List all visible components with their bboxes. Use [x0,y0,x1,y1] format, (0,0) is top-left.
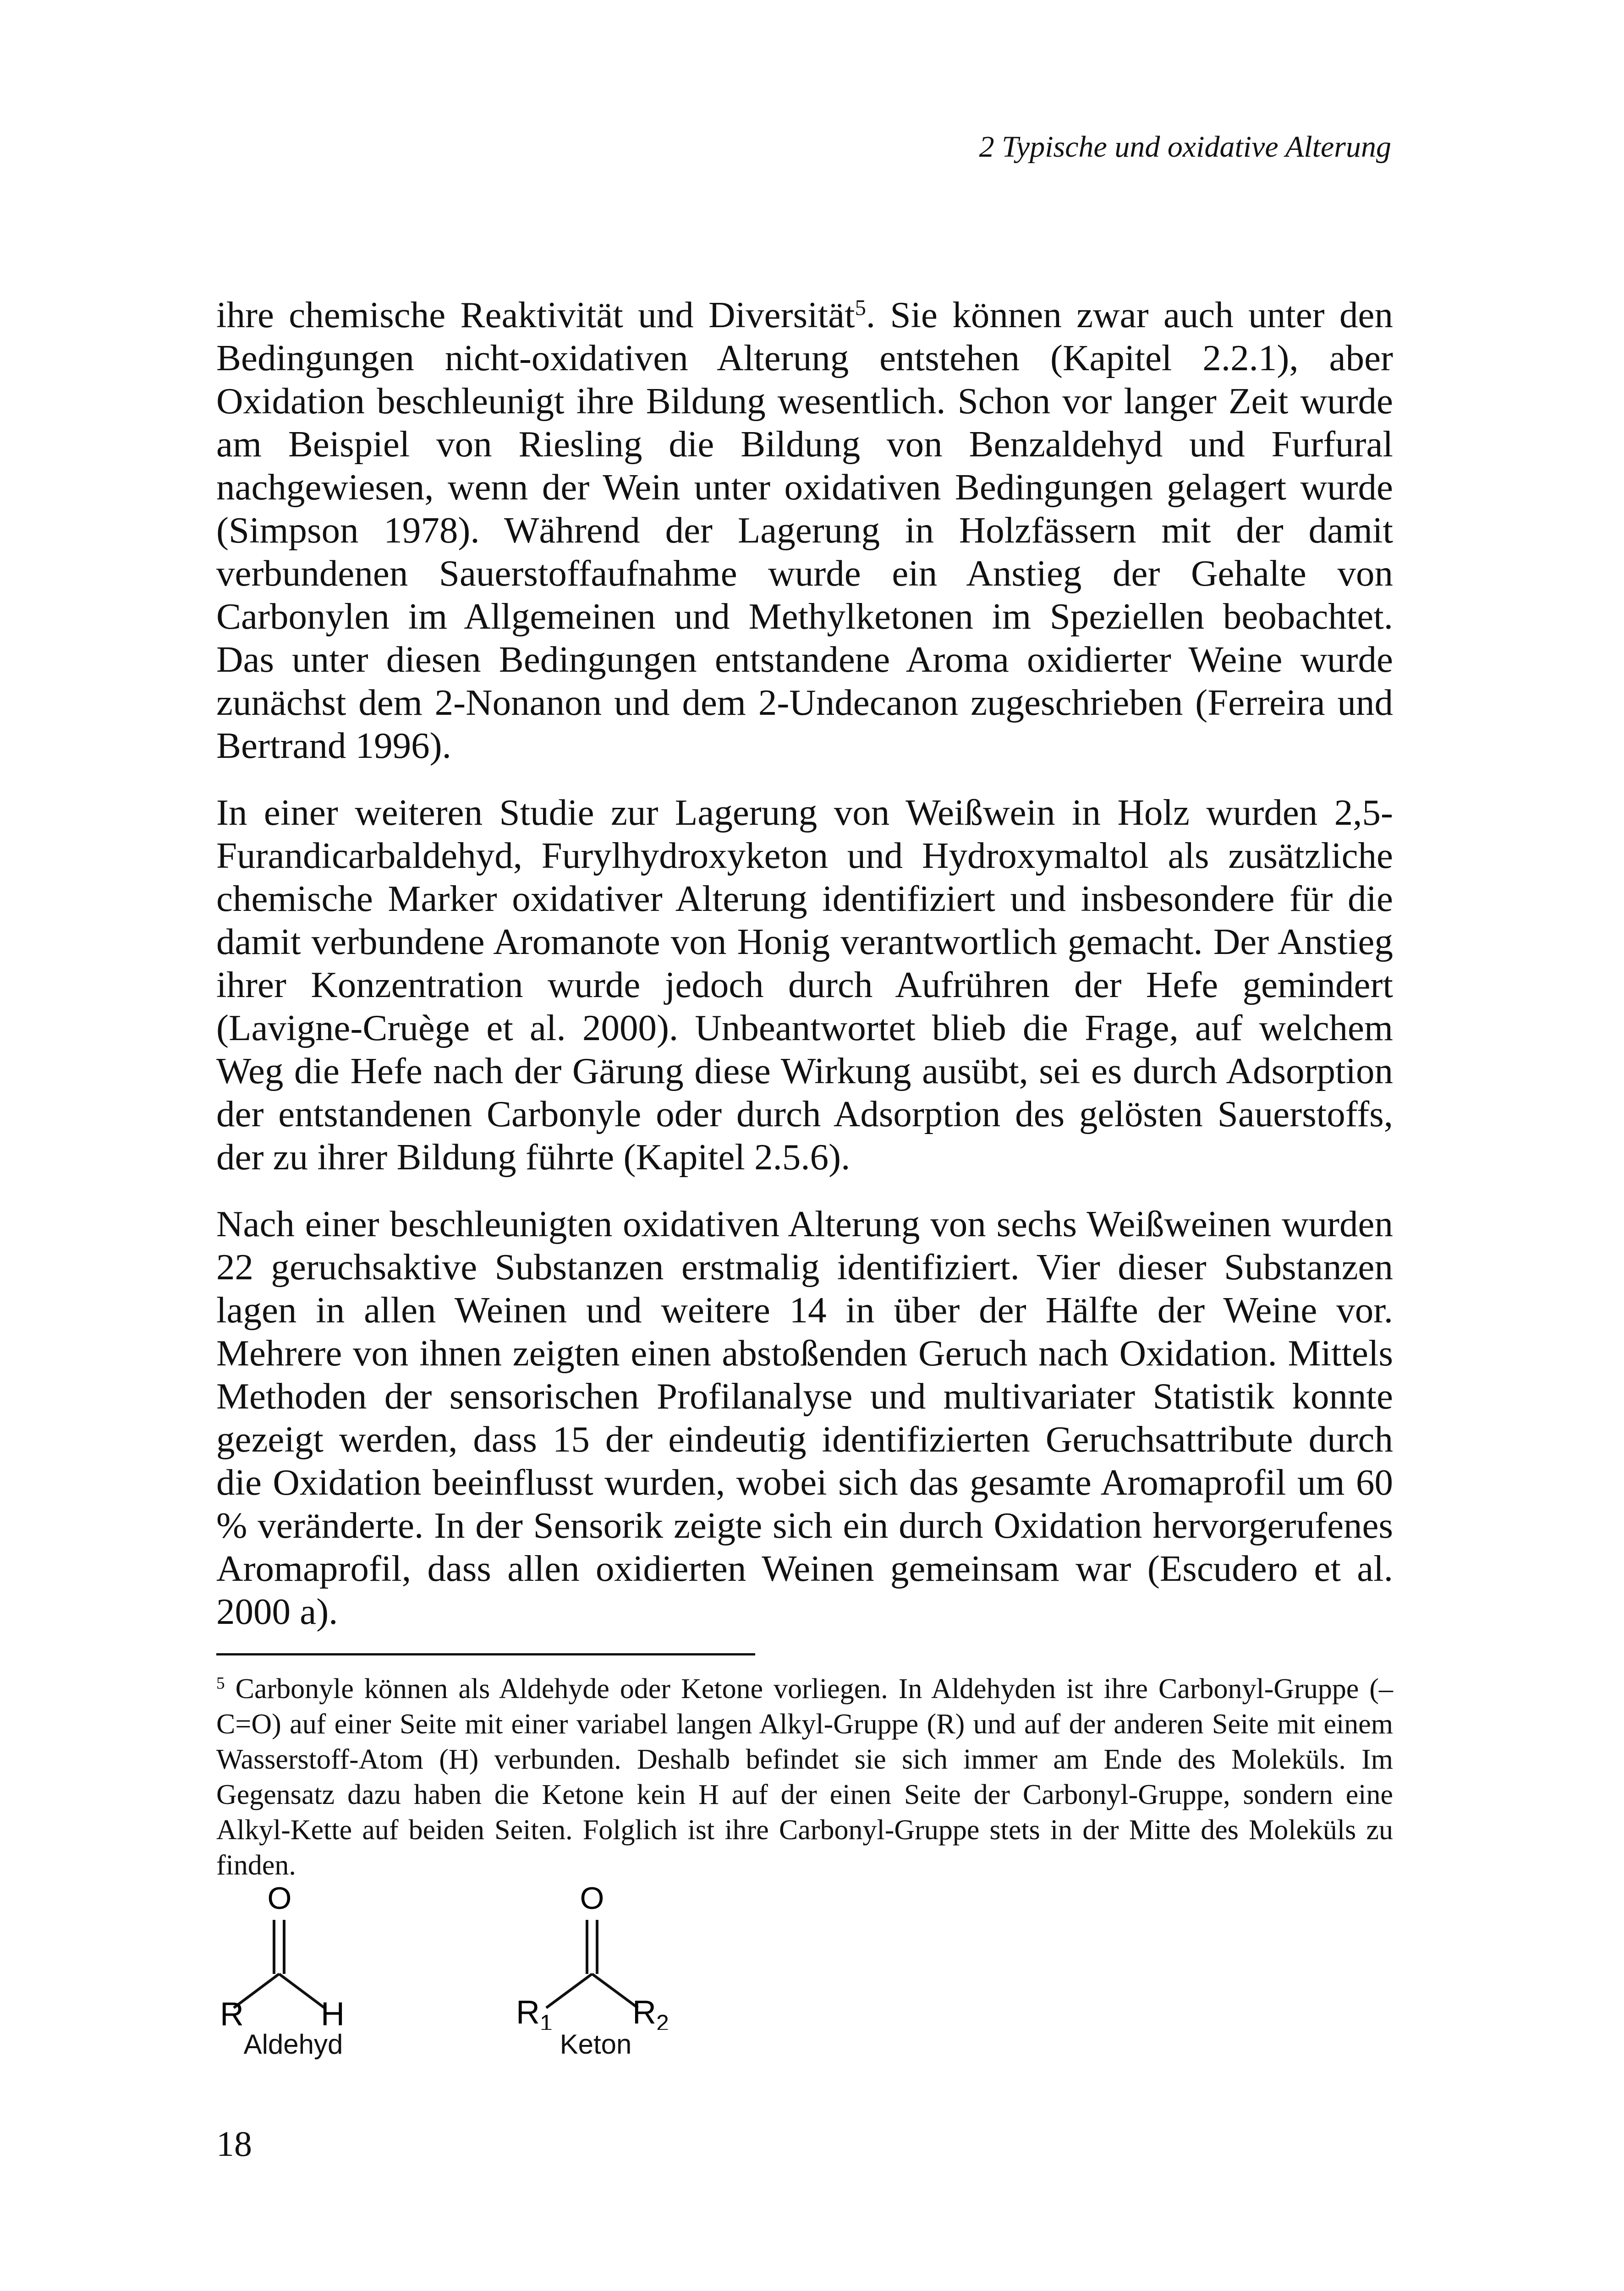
paragraph-1-text-end: . Sie können zwar auch unter den Bedingungen nicht-oxidativen Alterung entstehen (Kapitel 2.2.1), aber Oxidation beschleunigt ihre Bildung wesentlich. Schon vor langer Zeit wurde am Beispiel von Riesling die Bildung von Benzaldehyd und Furfural nachgewiesen, wenn der Wein unter oxidativen Bedingungen gelagert wurde (Simpson 1978). Während der Lagerung in Holzfässern mit der damit verbundenen Sauerstoffaufnahme wurde ein Anstieg der Gehalte von Carbonylen im Allgemeinen und Methylketonen im Speziellen beobachtet. Das unter diesen Bedingungen entstandene Aroma oxidierter Weine wurde zunächst dem 2-Nonanon und dem 2-Undecanon zugeschrieben (Ferreira und Bertrand 1996). [216,294,1393,766]
aldehyde-oxygen-label: O [267,1881,292,1916]
footnote-marker: 5 [216,1674,225,1693]
ketone-r1-letter: R [516,1994,540,2030]
ketone-caption: Keton [560,2029,632,2060]
ketone-structure-drawing [504,1874,687,2030]
aldehyde-right-bond [279,1974,324,2008]
ketone-r1-subscript: 1 [540,2010,553,2030]
footnote-reference: 5 [855,295,866,320]
ketone-r2-label [632,1994,669,2030]
ketone-r2-subscript: 2 [656,2010,669,2030]
paragraph-3: Nach einer beschleunigten oxidativen Alterung von sechs Weißweinen wurden 22 geruchsaktive Substanzen erstmalig identifiziert. Vier dieser Substanzen lagen in allen Weinen und weitere 14 in über der Hälfte der Weine vor. Mehrere von ihnen zeigten einen abstoßenden Geruch nach Oxidation. Mittels Methoden der sensorischen Profilanalyse und multivariater Statistik konnte gezeigt werden, dass 15 der eindeutig identifizierten Geruchsattribute durch die Oxidation beeinflusst wurden, wobei sich das gesamte Aromaprofil um 60 % veränderte. In der Sensorik zeigte sich ein durch Oxidation hervorgerufenes Aromaprofil, dass allen oxidierten Weinen gemeinsam war (Escudero et al. 2000 a). [216,1203,1393,1632]
page-number: 18 [216,2124,252,2164]
aldehyde-caption: Aldehyd [243,2029,343,2060]
footnote [216,1672,1393,1883]
ketone-r1-label [516,1994,553,2030]
paragraph-2: In einer weiteren Studie zur Lagerung von Weißwein in Holz wurden 2,5-Furandicarbaldehyd, Furylhydroxyketon und Hydroxymaltol als zusätzliche chemische Marker oxidativer Alterung identifiziert und insbesondere für die damit verbundene Aromanote von Honig verantwortlich gemacht. Der Anstieg ihrer Konzentration wurde jedoch durch Aufrühren der Hefe gemindert (Lavigne-Cruège et al. 2000). Unbeantwortet blieb die Frage, auf welchem Weg die Hefe nach der Gärung diese Wirkung ausübt, sei es durch Adsorption der entstandenen Carbonyle oder durch Adsorption des gelösten Sauerstoffs, der zu ihrer Bildung führte (Kapitel 2.5.6). [216,792,1393,1178]
aldehyde-structure-drawing [211,1874,376,2030]
ketone-right-bond [592,1974,638,2008]
paragraph-1-text-start: ihre chemische Reaktivität und Diversität [216,294,855,335]
aldehyde-h-label: H [321,1996,345,2030]
ketone-r2-letter: R [632,1994,656,2030]
ketone-oxygen-label: O [580,1881,604,1916]
footnote-separator [216,1653,755,1655]
ketone-structure [504,1874,687,2066]
running-head: 2 Typische und oxidative Alterung [979,130,1391,164]
paragraph-1 [216,293,1393,767]
footnote-text: Carbonyle können als Aldehyde oder Ketone vorliegen. In Aldehyden ist ihre Carbonyl-Gruppe (–C=O) auf einer Seite mit einer variabel langen Alkyl-Gruppe (R) und auf der anderen Seite mit einem Wasserstoff-Atom (H) verbunden. Deshalb befindet sie sich immer am Ende des Moleküls. Im Gegensatz dazu haben die Ketone kein H auf der einen Seite der Carbonyl-Gruppe, sondern eine Alkyl-Kette auf beiden Seiten. Folglich ist ihre Carbonyl-Gruppe stets in der Mitte des Moleküls zu finden. [216,1673,1393,1881]
aldehyde-r-label: R [220,1996,244,2030]
ketone-left-bond [546,1974,592,2008]
body-text [216,293,1393,1657]
aldehyde-structure [211,1874,376,2066]
